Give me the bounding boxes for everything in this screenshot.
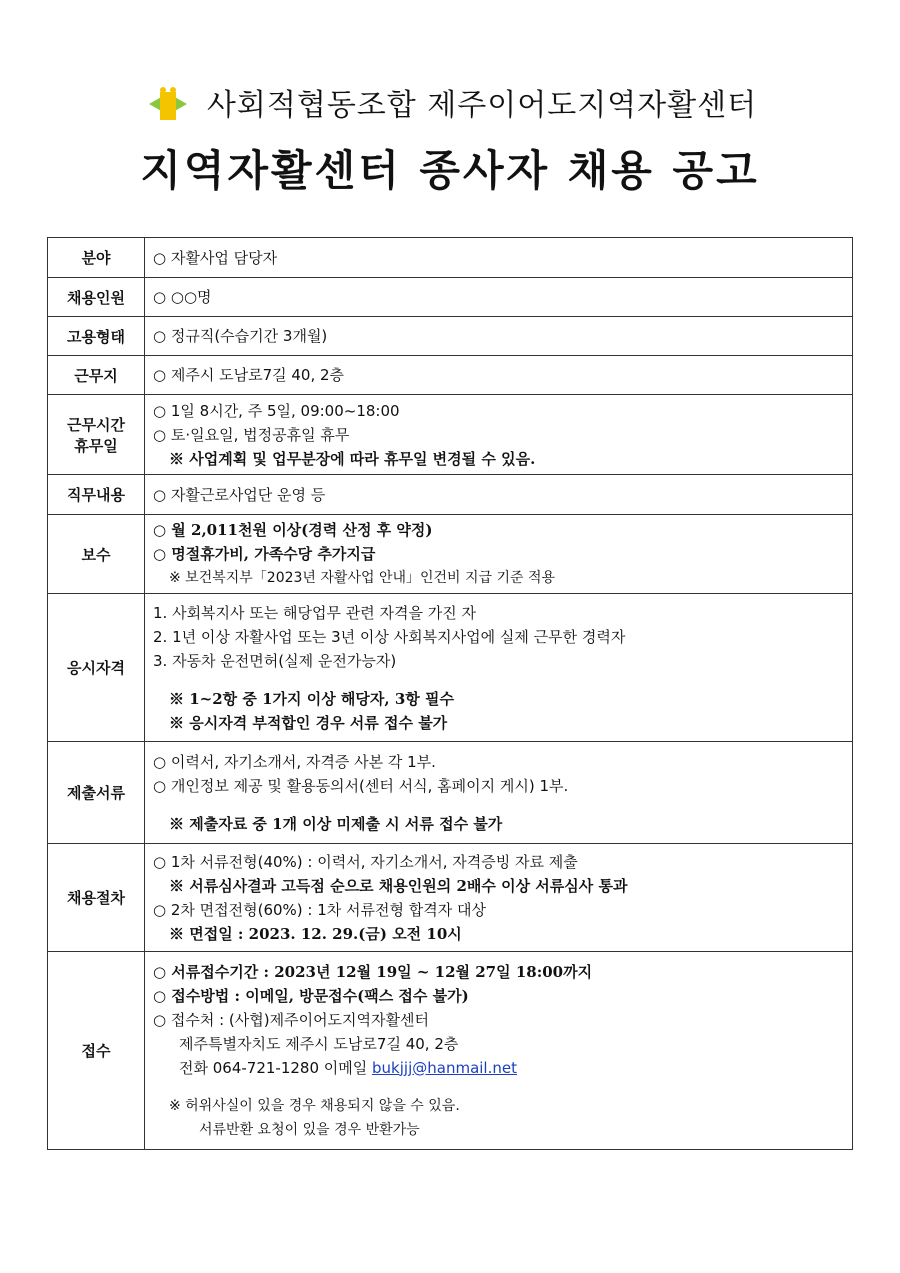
receipt-place: ○ 접수처 : (사협)제주이어도지역자활센터 xyxy=(153,1010,429,1029)
duties-line: ○ 자활근로사업단 운영 등 xyxy=(153,485,326,504)
qualification-line-2: 2. 1년 이상 자활사업 또는 3년 이상 사회복지사업에 실제 근무한 경력자 xyxy=(153,627,626,646)
pay-line-2: ○ 명절휴가비, 가족수당 추가지급 xyxy=(153,545,376,563)
qualification-line-1: 1. 사회복지사 또는 해당업무 관련 자격을 가진 자 xyxy=(153,603,476,622)
content-receipt xyxy=(145,952,853,1150)
qualification-line-3: 3. 자동차 운전면허(실제 운전가능자) xyxy=(153,651,397,670)
hours-line-2: ○ 토·일요일, 법정공휴일 휴무 xyxy=(153,425,350,444)
label-workplace: 근무지 xyxy=(48,356,145,395)
org-line xyxy=(0,80,900,124)
label-pay: 보수 xyxy=(48,515,145,594)
workplace-line: ○ 제주시 도남로7길 40, 2층 xyxy=(153,366,345,384)
content-employment xyxy=(145,317,853,356)
spacer xyxy=(153,1080,844,1094)
label-procedure: 채용절차 xyxy=(48,844,145,952)
procedure-note-2: ※ 면접일 : 2023. 12. 29.(금) 오전 10시 xyxy=(169,924,462,943)
row-field xyxy=(48,238,853,278)
hours-line-1: ○ 1일 8시간, 주 5일, 09:00~18:00 xyxy=(153,401,400,420)
row-receipt xyxy=(48,952,853,1150)
content-workplace xyxy=(145,356,853,395)
content-procedure xyxy=(145,844,853,952)
row-hours xyxy=(48,395,853,475)
receipt-note-2: 서류반환 요청이 있을 경우 반환가능 xyxy=(199,1121,420,1138)
receipt-note-1: ※ 허위사실이 있을 경우 채용되지 않을 수 있음. xyxy=(169,1097,460,1114)
organization-name: 사회적협동조합 제주이어도지역자활센터 xyxy=(206,88,758,123)
label-hours xyxy=(48,395,145,475)
row-hires xyxy=(48,278,853,317)
field-line: ○ 자활사업 담당자 xyxy=(153,248,278,267)
procedure-line-1: ○ 1차 서류전형(40%) : 이력서, 자기소개서, 자격증빙 자료 제출 xyxy=(153,852,578,871)
row-duties xyxy=(48,475,853,515)
label-employment: 고용형태 xyxy=(48,317,145,356)
label-hours-1: 근무시간 xyxy=(67,415,125,434)
label-hours-2: 휴무일 xyxy=(74,436,118,455)
label-field: 분야 xyxy=(48,238,145,278)
header xyxy=(0,80,900,198)
pay-line-1: ○ 월 2,011천원 이상(경력 산정 후 약정) xyxy=(153,521,433,539)
row-qualification xyxy=(48,594,853,742)
receipt-contact xyxy=(153,1056,844,1080)
receipt-phone: 전화 064-721-1280 이메일 xyxy=(179,1058,368,1077)
label-documents: 제출서류 xyxy=(48,742,145,844)
email-link[interactable]: bukjjj@hanmail.net xyxy=(372,1058,517,1077)
documents-line-1: ○ 이력서, 자기소개서, 자격증 사본 각 1부. xyxy=(153,752,436,771)
label-receipt: 접수 xyxy=(48,952,145,1150)
receipt-period: ○ 서류접수기간 : 2023년 12월 19일 ~ 12월 27일 18:00까지 xyxy=(153,962,593,981)
spacer xyxy=(153,673,844,687)
spacer xyxy=(153,798,844,812)
pay-note: ※ 보건복지부「2023년 자활사업 안내」인건비 지급 기준 적용 xyxy=(169,570,556,586)
hires-line: ○ ○○명 xyxy=(153,288,212,306)
row-documents xyxy=(48,742,853,844)
content-documents xyxy=(145,742,853,844)
hours-note: ※ 사업계획 및 업무분장에 따라 휴무일 변경될 수 있음. xyxy=(169,449,536,468)
qualification-note-1: ※ 1~2항 중 1가지 이상 해당자, 3항 필수 xyxy=(169,689,454,708)
receipt-address: 제주특별자치도 제주시 도남로7길 40, 2층 xyxy=(179,1034,459,1053)
row-employment xyxy=(48,317,853,356)
documents-note: ※ 제출자료 중 1개 이상 미제출 시 서류 접수 불가 xyxy=(169,814,503,833)
row-workplace xyxy=(48,356,853,395)
receipt-method: ○ 접수방법 : 이메일, 방문접수(팩스 접수 불가) xyxy=(153,986,469,1005)
row-procedure xyxy=(48,844,853,952)
organization-logo-icon xyxy=(143,82,193,122)
qualification-note-2: ※ 응시자격 부적합인 경우 서류 접수 불가 xyxy=(169,713,448,732)
content-qualification xyxy=(145,594,853,742)
procedure-note-1: ※ 서류심사결과 고득점 순으로 채용인원의 2배수 이상 서류심사 통과 xyxy=(169,876,628,895)
documents-line-2: ○ 개인정보 제공 및 활용동의서(센터 서식, 홈페이지 게시) 1부. xyxy=(153,776,569,795)
recruitment-table xyxy=(47,237,853,1150)
procedure-line-2: ○ 2차 면접전형(60%) : 1차 서류전형 합격자 대상 xyxy=(153,900,487,919)
label-qualification: 응시자격 xyxy=(48,594,145,742)
employment-line: ○ 정규직(수습기간 3개월) xyxy=(153,327,328,345)
content-hours xyxy=(145,395,853,475)
content-hires xyxy=(145,278,853,317)
content-pay xyxy=(145,515,853,594)
row-pay xyxy=(48,515,853,594)
content-duties xyxy=(145,475,853,515)
label-duties: 직무내용 xyxy=(48,475,145,515)
page-title: 지역자활센터 종사자 채용 공고 xyxy=(140,146,760,195)
content-field xyxy=(145,238,853,278)
label-hires: 채용인원 xyxy=(48,278,145,317)
